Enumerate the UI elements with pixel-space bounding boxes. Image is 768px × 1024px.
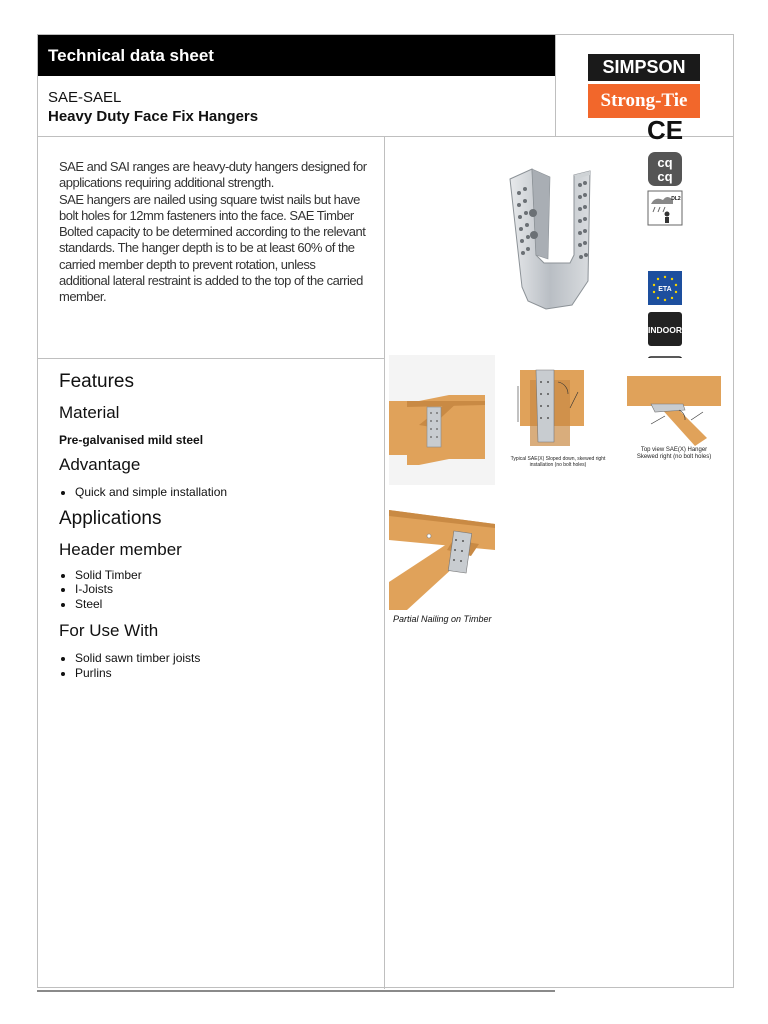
eta-icon xyxy=(647,270,683,306)
column-divider xyxy=(384,137,385,989)
header-member-list xyxy=(59,568,369,612)
material-value: Pre-galvanised mild steel xyxy=(59,433,204,447)
advantage-heading: Advantage xyxy=(59,455,141,474)
list-item: • Solid Timber xyxy=(75,568,369,583)
product-code: SAE-SAEL xyxy=(48,89,122,106)
indoor-icon xyxy=(647,311,683,347)
caption-partial-nailing: Partial Nailing on Timber xyxy=(393,614,492,624)
eta-text: ETA xyxy=(658,286,672,293)
caption-topview-line-2: Skewed right (no bolt holes) xyxy=(636,454,712,460)
header-bar-title: Technical data sheet xyxy=(38,35,555,76)
dl2-text: DL2 xyxy=(671,196,681,202)
sheet-header xyxy=(38,35,556,137)
caption-topview-line-1: Top view SAE(X) Hanger xyxy=(640,447,708,453)
product-title: Heavy Duty Face Fix Hangers xyxy=(48,108,259,125)
installation-image-1 xyxy=(389,355,495,485)
caption-topview xyxy=(621,447,727,461)
use-with-list xyxy=(59,651,369,680)
list-item: • Purlins xyxy=(75,666,369,681)
list-item: • I-Joists xyxy=(75,582,369,597)
features-heading: Features xyxy=(59,371,134,392)
cqcq-bottom-text: cq xyxy=(657,169,673,184)
brand-logo-cell xyxy=(556,35,734,137)
footer-rule xyxy=(37,990,555,992)
description-paragraph-1: SAE and SAI ranges are heavy-duty hangers designed for applications requiring additional strength. xyxy=(59,159,367,191)
hanger-product-image xyxy=(424,163,642,328)
cqcq-top-text: cq xyxy=(657,155,673,170)
features-applications xyxy=(59,369,369,680)
ce-mark-icon xyxy=(647,112,683,148)
brand-logo-strongtie: Strong-Tie xyxy=(588,84,700,118)
list-item: • Solid sawn timber joists xyxy=(75,651,369,666)
list-item: • Steel xyxy=(75,597,369,612)
use-with-heading: For Use With xyxy=(59,621,159,640)
material-heading: Material xyxy=(59,403,120,422)
ce-text: CE xyxy=(647,115,683,145)
advantage-list xyxy=(59,485,369,500)
installation-image-2 xyxy=(508,362,608,468)
durability-icon xyxy=(647,190,683,226)
brand-logo-simpson: SIMPSON xyxy=(588,54,700,81)
description-paragraph-2: SAE hangers are nailed using square twist nails but have bolt holes for 12mm fasteners into the face. SAE Timber Bolted capacity to be determined according to the relevant standards. The hanger depth is to be at least 60% of the carried member depth to prevent rotation, unless additional lateral restraint is added to the top of the carried member. xyxy=(59,191,366,305)
cqcq-icon xyxy=(647,151,683,187)
caption-skewed: Typical SAE(X) Sloped down, skewed right installation (no bolt holes) xyxy=(510,456,606,468)
section-divider xyxy=(38,358,384,359)
installation-image-4 xyxy=(389,510,495,610)
header-member-heading: Header member xyxy=(59,539,182,559)
list-item: • Quick and simple installation xyxy=(75,485,369,500)
product-description xyxy=(59,159,369,306)
indoor-text: INDOOR xyxy=(648,325,682,335)
applications-heading: Applications xyxy=(59,507,162,529)
